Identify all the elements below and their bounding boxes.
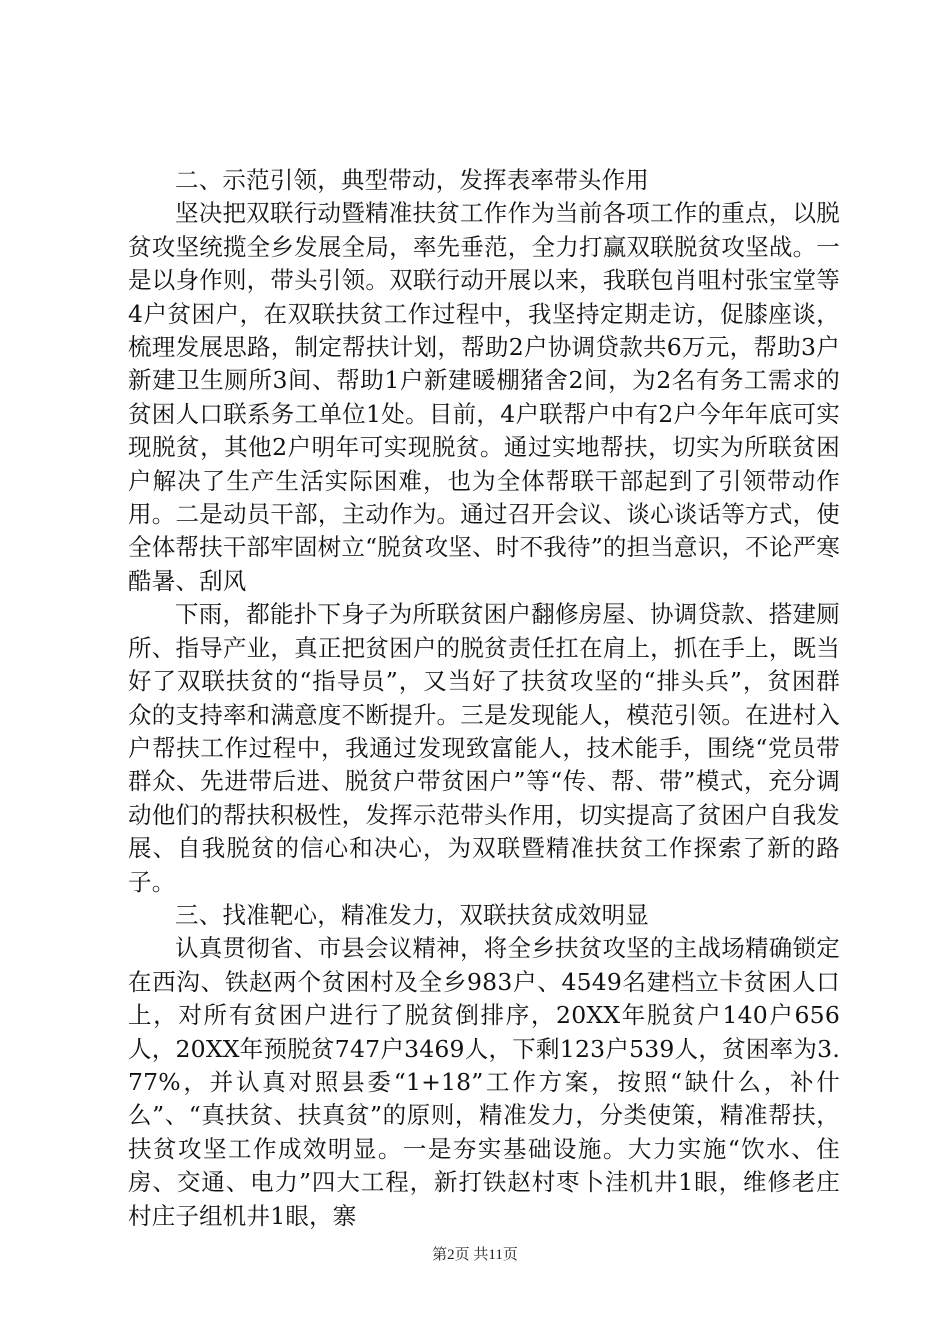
section-heading-3: 三、找准靶心，精准发力，双联扶贫成效明显 xyxy=(175,900,649,929)
document-body xyxy=(128,164,840,1233)
paragraph-3a: 认真贯彻省、市县会议精神，将全乡扶贫攻坚的主战场精确锁定在西沟、铁赵两个贫困村及全乡983户、4549名建档立卡贫困人口上，对所有贫困户进行了脱贫倒排序，20XX年脱贫户140户656人，20XX年预脱贫747户3469人，下剩123户539人，贫困率为3.77%，并认真对照县委“1+18”工作方案，按照“缺什么，补什么”、“真扶贫、扶真贫”的原则，精准发力，分类使策，精准帮扶，扶贫攻坚工作成效明显。一是夯实基础设施。大力实施“饮水、住房、交通、电力”四大工程，新打铁赵村枣卜洼机井1眼，维修老庄村庄子组机井1眼，寨 xyxy=(128,934,840,1230)
page-number-footer: 第2页 共11页 xyxy=(432,1247,518,1263)
section-heading-2: 二、示范引领，典型带动，发挥表率带头作用 xyxy=(175,166,649,194)
paragraph-2a: 坚决把双联行动暨精准扶贫工作作为当前各项工作的重点，以脱贫攻坚统揽全乡发展全局，率先垂范，全力打赢双联脱贫攻坚战。一是以身作则，带头引领。双联行动开展以来，我联包肖咀村张宝堂等4户贫困户，在双联扶贫工作过程中，我坚持定期走访，促膝座谈，梳理发展思路，制定帮扶计划，帮助2户协调贷款共6万元，帮助3户新建卫生厕所3间、帮助1户新建暖棚猪舍2间，为2名有务工需求的贫困人口联系务工单位1处。目前，4户联帮户中有2户今年年底可实现脱贫，其他2户明年可实现脱贫。通过实地帮扶，切实为所联贫困户解决了生产生活实际困难，也为全体帮联干部起到了引领带动作用。二是动员干部，主动作为。通过召开会议、谈心谈话等方式，使全体帮扶干部牢固树立“脱贫攻坚、时不我待”的担当意识，不论严寒酷暑、刮风 xyxy=(128,199,840,595)
paragraph-2b: 下雨，都能扑下身子为所联贫困户翻修房屋、协调贷款、搭建厕所、指导产业，真正把贫困户的脱贫责任扛在肩上，抓在手上，既当好了双联扶贫的“指导员”，又当好了扶贫攻坚的“排头兵”，贫困群众的支持率和满意度不断提升。三是发现能人，模范引领。在进村入户帮扶工作过程中，我通过发现致富能人，技术能手，围绕“党员带群众、先进带后进、脱贫户带贫困户”等“传、帮、带”模式，充分调动他们的帮扶积极性，发挥示范带头作用，切实提高了贫困户自我发展、自我脱贫的信心和决心，为双联暨精准扶贫工作探索了新的路子。 xyxy=(128,600,840,896)
